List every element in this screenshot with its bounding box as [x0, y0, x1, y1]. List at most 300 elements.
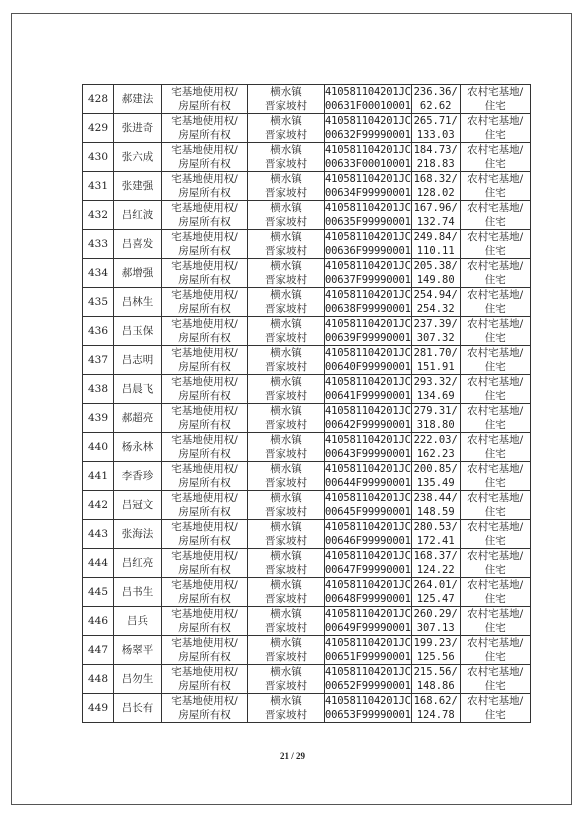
table-row	[83, 636, 531, 665]
cell-location-line: 横水镇	[270, 434, 302, 446]
cell-right-type-line: 房屋所有权	[178, 390, 231, 402]
table-row	[83, 143, 531, 172]
cell-parcel-code	[325, 259, 412, 288]
cell-area-line: 199.23/	[413, 637, 458, 649]
cell-area-line: 254.32	[416, 303, 455, 315]
cell-parcel-code-line: 00647F99990001	[325, 564, 411, 576]
cell-area-line: 62.62	[419, 100, 452, 112]
cell-location-line: 晋家坡村	[265, 709, 307, 721]
cell-parcel-code-line: 00649F99990001	[325, 622, 411, 634]
cell-land-use	[460, 143, 530, 172]
cell-right-type-line: 房屋所有权	[178, 680, 231, 692]
cell-owner-name: 吕兵	[114, 607, 162, 636]
cell-area-line: 318.80	[416, 419, 455, 431]
cell-area-line: 280.53/	[413, 521, 458, 533]
cell-owner-name: 张六成	[114, 143, 162, 172]
cell-number: 428	[83, 85, 114, 114]
cell-area-line: 168.37/	[413, 550, 458, 562]
cell-land-use	[460, 607, 530, 636]
cell-right-type-line: 房屋所有权	[178, 216, 231, 228]
cell-parcel-code-line: 410581104201JC	[325, 202, 411, 214]
cell-location-line: 晋家坡村	[265, 390, 307, 402]
cell-right-type-line: 宅基地使用权/	[171, 608, 238, 620]
cell-parcel-code-line: 410581104201JC	[325, 318, 411, 330]
cell-location	[248, 694, 325, 723]
cell-area-line: 133.03	[416, 129, 455, 141]
cell-parcel-code-line: 410581104201JC	[325, 86, 411, 98]
cell-parcel-code-line: 410581104201JC	[325, 492, 411, 504]
cell-owner-name: 吕红波	[114, 201, 162, 230]
cell-right-type	[162, 404, 248, 433]
cell-right-type-line: 宅基地使用权/	[171, 144, 238, 156]
cell-land-use	[460, 172, 530, 201]
cell-parcel-code-line: 410581104201JC	[325, 231, 411, 243]
cell-location	[248, 375, 325, 404]
cell-land-use-line: 住宅	[484, 419, 506, 431]
cell-location	[248, 114, 325, 143]
cell-location-line: 横水镇	[270, 405, 302, 417]
cell-owner-name: 郝超亮	[114, 404, 162, 433]
cell-owner-name: 吕喜发	[114, 230, 162, 259]
cell-right-type-line: 房屋所有权	[178, 129, 231, 141]
cell-location-line: 晋家坡村	[265, 593, 307, 605]
cell-parcel-code-line: 00638F99990001	[325, 303, 411, 315]
cell-area	[411, 85, 460, 114]
cell-area-line: 151.91	[416, 361, 455, 373]
cell-parcel-code-line: 410581104201JC	[325, 115, 411, 127]
cell-area-line: 260.29/	[413, 608, 458, 620]
cell-land-use	[460, 201, 530, 230]
cell-land-use	[460, 317, 530, 346]
cell-area-line: 249.84/	[413, 231, 458, 243]
cell-area-line: 172.41	[416, 535, 455, 547]
cell-area	[411, 172, 460, 201]
cell-parcel-code-line: 00639F99990001	[325, 332, 411, 344]
cell-location-line: 晋家坡村	[265, 361, 307, 373]
cell-right-type-line: 房屋所有权	[178, 158, 231, 170]
cell-owner-name: 杨翠平	[114, 636, 162, 665]
cell-parcel-code	[325, 201, 412, 230]
cell-location-line: 晋家坡村	[265, 274, 307, 286]
cell-area	[411, 520, 460, 549]
cell-parcel-code	[325, 607, 412, 636]
cell-parcel-code-line: 410581104201JC	[325, 405, 411, 417]
cell-land-use-line: 农村宅基地/	[467, 608, 524, 620]
table-row	[83, 317, 531, 346]
cell-location-line: 晋家坡村	[265, 448, 307, 460]
cell-right-type-line: 宅基地使用权/	[171, 173, 238, 185]
cell-location	[248, 346, 325, 375]
cell-land-use	[460, 375, 530, 404]
cell-location-line: 晋家坡村	[265, 332, 307, 344]
cell-right-type-line: 宅基地使用权/	[171, 318, 238, 330]
cell-location	[248, 317, 325, 346]
cell-area-line: 279.31/	[413, 405, 458, 417]
cell-area-line: 167.96/	[413, 202, 458, 214]
cell-owner-name: 吕晨飞	[114, 375, 162, 404]
cell-parcel-code-line: 00646F99990001	[325, 535, 411, 547]
cell-location	[248, 85, 325, 114]
cell-location-line: 晋家坡村	[265, 535, 307, 547]
cell-location-line: 横水镇	[270, 579, 302, 591]
cell-land-use-line: 住宅	[484, 245, 506, 257]
cell-right-type-line: 房屋所有权	[178, 332, 231, 344]
cell-area-line: 238.44/	[413, 492, 458, 504]
cell-right-type	[162, 317, 248, 346]
cell-area-line: 265.71/	[413, 115, 458, 127]
cell-parcel-code-line: 00652F99990001	[325, 680, 411, 692]
cell-right-type-line: 房屋所有权	[178, 245, 231, 257]
cell-owner-name: 杨永林	[114, 433, 162, 462]
cell-parcel-code	[325, 549, 412, 578]
cell-location-line: 横水镇	[270, 289, 302, 301]
cell-land-use-line: 农村宅基地/	[467, 202, 524, 214]
cell-land-use-line: 住宅	[484, 651, 506, 663]
cell-land-use-line: 农村宅基地/	[467, 550, 524, 562]
cell-location-line: 横水镇	[270, 202, 302, 214]
table-row	[83, 288, 531, 317]
cell-right-type-line: 房屋所有权	[178, 303, 231, 315]
cell-parcel-code	[325, 520, 412, 549]
cell-area	[411, 288, 460, 317]
cell-location-line: 晋家坡村	[265, 129, 307, 141]
table-row	[83, 694, 531, 723]
cell-number: 444	[83, 549, 114, 578]
cell-location-line: 横水镇	[270, 347, 302, 359]
cell-number: 441	[83, 462, 114, 491]
cell-area-line: 293.32/	[413, 376, 458, 388]
cell-owner-name: 吕林生	[114, 288, 162, 317]
cell-land-use-line: 农村宅基地/	[467, 86, 524, 98]
cell-location	[248, 607, 325, 636]
cell-area-line: 148.59	[416, 506, 455, 518]
table-row	[83, 230, 531, 259]
cell-land-use-line: 住宅	[484, 593, 506, 605]
cell-area	[411, 607, 460, 636]
cell-location-line: 晋家坡村	[265, 245, 307, 257]
table-row	[83, 665, 531, 694]
cell-owner-name: 吕冠文	[114, 491, 162, 520]
table-row	[83, 201, 531, 230]
cell-location-line: 晋家坡村	[265, 419, 307, 431]
cell-parcel-code-line: 410581104201JC	[325, 695, 411, 707]
cell-parcel-code-line: 410581104201JC	[325, 463, 411, 475]
cell-location-line: 横水镇	[270, 521, 302, 533]
cell-land-use	[460, 491, 530, 520]
cell-location-line: 横水镇	[270, 144, 302, 156]
cell-land-use	[460, 288, 530, 317]
cell-location-line: 晋家坡村	[265, 187, 307, 199]
page-number: 21 / 29	[279, 751, 305, 761]
cell-area-line: 264.01/	[413, 579, 458, 591]
cell-land-use-line: 农村宅基地/	[467, 115, 524, 127]
cell-location	[248, 462, 325, 491]
cell-land-use-line: 住宅	[484, 216, 506, 228]
cell-location-line: 横水镇	[270, 260, 302, 272]
cell-parcel-code	[325, 404, 412, 433]
cell-location-line: 横水镇	[270, 318, 302, 330]
cell-land-use-line: 农村宅基地/	[467, 637, 524, 649]
cell-location-line: 晋家坡村	[265, 303, 307, 315]
cell-right-type	[162, 491, 248, 520]
cell-parcel-code	[325, 462, 412, 491]
cell-land-use-line: 住宅	[484, 535, 506, 547]
cell-location-line: 横水镇	[270, 637, 302, 649]
cell-area	[411, 462, 460, 491]
cell-location-line: 横水镇	[270, 115, 302, 127]
cell-area	[411, 578, 460, 607]
cell-right-type-line: 房屋所有权	[178, 593, 231, 605]
cell-parcel-code-line: 00634F99990001	[325, 187, 411, 199]
cell-right-type	[162, 462, 248, 491]
cell-area-line: 125.47	[416, 593, 455, 605]
cell-owner-name: 吕志明	[114, 346, 162, 375]
cell-area-line: 215.56/	[413, 666, 458, 678]
table-row	[83, 404, 531, 433]
cell-number: 437	[83, 346, 114, 375]
cell-area-line: 110.11	[416, 245, 455, 257]
cell-area	[411, 665, 460, 694]
cell-area-line: 125.56	[416, 651, 455, 663]
cell-land-use	[460, 433, 530, 462]
cell-area	[411, 694, 460, 723]
cell-location-line: 晋家坡村	[265, 622, 307, 634]
cell-right-type-line: 房屋所有权	[178, 100, 231, 112]
cell-parcel-code	[325, 114, 412, 143]
cell-area	[411, 143, 460, 172]
cell-land-use-line: 住宅	[484, 477, 506, 489]
cell-area-line: 135.49	[416, 477, 455, 489]
cell-land-use	[460, 549, 530, 578]
cell-area-line: 132.74	[416, 216, 455, 228]
cell-location-line: 横水镇	[270, 173, 302, 185]
cell-location-line: 横水镇	[270, 463, 302, 475]
cell-parcel-code-line: 00653F99990001	[325, 709, 411, 721]
cell-area-line: 149.80	[416, 274, 455, 286]
cell-right-type-line: 宅基地使用权/	[171, 376, 238, 388]
cell-area-line: 184.73/	[413, 144, 458, 156]
cell-parcel-code-line: 410581104201JC	[325, 173, 411, 185]
cell-location	[248, 288, 325, 317]
cell-owner-name: 张建强	[114, 172, 162, 201]
cell-land-use-line: 住宅	[484, 332, 506, 344]
cell-number: 439	[83, 404, 114, 433]
cell-right-type	[162, 549, 248, 578]
cell-parcel-code	[325, 85, 412, 114]
cell-land-use-line: 住宅	[484, 622, 506, 634]
cell-number: 429	[83, 114, 114, 143]
cell-right-type	[162, 143, 248, 172]
cell-land-use-line: 农村宅基地/	[467, 318, 524, 330]
cell-land-use	[460, 578, 530, 607]
cell-land-use-line: 住宅	[484, 709, 506, 721]
cell-owner-name: 郝增强	[114, 259, 162, 288]
cell-area-line: 237.39/	[413, 318, 458, 330]
cell-land-use	[460, 346, 530, 375]
cell-right-type	[162, 172, 248, 201]
cell-location	[248, 520, 325, 549]
cell-owner-name: 吕书生	[114, 578, 162, 607]
cell-number: 446	[83, 607, 114, 636]
cell-number: 443	[83, 520, 114, 549]
cell-right-type	[162, 578, 248, 607]
cell-parcel-code-line: 410581104201JC	[325, 260, 411, 272]
cell-right-type-line: 房屋所有权	[178, 506, 231, 518]
cell-land-use	[460, 85, 530, 114]
cell-land-use-line: 住宅	[484, 274, 506, 286]
table-row	[83, 346, 531, 375]
cell-parcel-code	[325, 578, 412, 607]
cell-area	[411, 259, 460, 288]
cell-parcel-code-line: 410581104201JC	[325, 521, 411, 533]
cell-location-line: 横水镇	[270, 550, 302, 562]
cell-parcel-code-line: 410581104201JC	[325, 666, 411, 678]
cell-right-type-line: 房屋所有权	[178, 709, 231, 721]
cell-area	[411, 346, 460, 375]
table-row	[83, 114, 531, 143]
cell-land-use-line: 农村宅基地/	[467, 347, 524, 359]
cell-right-type-line: 宅基地使用权/	[171, 521, 238, 533]
table-row	[83, 607, 531, 636]
cell-area-line: 134.69	[416, 390, 455, 402]
cell-right-type-line: 宅基地使用权/	[171, 289, 238, 301]
cell-right-type-line: 房屋所有权	[178, 187, 231, 199]
cell-parcel-code-line: 410581104201JC	[325, 550, 411, 562]
cell-right-type-line: 房屋所有权	[178, 419, 231, 431]
cell-right-type-line: 房屋所有权	[178, 274, 231, 286]
cell-right-type-line: 宅基地使用权/	[171, 666, 238, 678]
cell-number: 448	[83, 665, 114, 694]
cell-right-type	[162, 114, 248, 143]
cell-location	[248, 404, 325, 433]
cell-parcel-code-line: 00631F00010001	[325, 100, 411, 112]
cell-right-type-line: 宅基地使用权/	[171, 202, 238, 214]
cell-right-type-line: 房屋所有权	[178, 535, 231, 547]
cell-area-line: 307.13	[416, 622, 455, 634]
cell-right-type-line: 宅基地使用权/	[171, 434, 238, 446]
cell-land-use	[460, 694, 530, 723]
cell-land-use-line: 住宅	[484, 564, 506, 576]
cell-land-use-line: 住宅	[484, 506, 506, 518]
cell-parcel-code-line: 410581104201JC	[325, 376, 411, 388]
cell-right-type	[162, 201, 248, 230]
cell-right-type	[162, 694, 248, 723]
cell-location-line: 横水镇	[270, 492, 302, 504]
cell-number: 442	[83, 491, 114, 520]
cell-right-type-line: 宅基地使用权/	[171, 695, 238, 707]
cell-parcel-code	[325, 433, 412, 462]
cell-land-use-line: 农村宅基地/	[467, 405, 524, 417]
table-row	[83, 375, 531, 404]
cell-right-type-line: 房屋所有权	[178, 448, 231, 460]
registry-table-body	[83, 85, 531, 723]
cell-land-use	[460, 636, 530, 665]
cell-right-type-line: 宅基地使用权/	[171, 637, 238, 649]
cell-land-use-line: 农村宅基地/	[467, 260, 524, 272]
cell-location-line: 横水镇	[270, 695, 302, 707]
cell-owner-name: 吕长有	[114, 694, 162, 723]
cell-area	[411, 201, 460, 230]
cell-parcel-code-line: 00632F99990001	[325, 129, 411, 141]
cell-location	[248, 433, 325, 462]
cell-parcel-code	[325, 346, 412, 375]
cell-land-use-line: 住宅	[484, 303, 506, 315]
cell-right-type	[162, 346, 248, 375]
cell-location	[248, 201, 325, 230]
cell-land-use-line: 农村宅基地/	[467, 434, 524, 446]
cell-right-type-line: 房屋所有权	[178, 361, 231, 373]
cell-parcel-code-line: 410581104201JC	[325, 637, 411, 649]
cell-area-line: 128.02	[416, 187, 455, 199]
cell-land-use-line: 住宅	[484, 187, 506, 199]
table-row	[83, 85, 531, 114]
cell-right-type	[162, 665, 248, 694]
cell-right-type	[162, 375, 248, 404]
cell-land-use-line: 农村宅基地/	[467, 173, 524, 185]
cell-right-type-line: 宅基地使用权/	[171, 405, 238, 417]
cell-area-line: 124.22	[416, 564, 455, 576]
cell-right-type	[162, 85, 248, 114]
cell-area-line: 148.86	[416, 680, 455, 692]
cell-location	[248, 665, 325, 694]
cell-area-line: 205.38/	[413, 260, 458, 272]
cell-location	[248, 578, 325, 607]
cell-number: 436	[83, 317, 114, 346]
cell-parcel-code-line: 00641F99990001	[325, 390, 411, 402]
cell-location	[248, 259, 325, 288]
cell-right-type	[162, 636, 248, 665]
cell-number: 435	[83, 288, 114, 317]
cell-location-line: 晋家坡村	[265, 100, 307, 112]
cell-location-line: 横水镇	[270, 666, 302, 678]
cell-number: 449	[83, 694, 114, 723]
cell-location	[248, 491, 325, 520]
cell-location-line: 晋家坡村	[265, 216, 307, 228]
cell-right-type-line: 宅基地使用权/	[171, 579, 238, 591]
cell-right-type-line: 宅基地使用权/	[171, 347, 238, 359]
cell-land-use	[460, 259, 530, 288]
cell-area	[411, 491, 460, 520]
cell-land-use	[460, 230, 530, 259]
cell-area	[411, 549, 460, 578]
cell-location-line: 晋家坡村	[265, 158, 307, 170]
cell-owner-name: 吕勿生	[114, 665, 162, 694]
cell-right-type-line: 房屋所有权	[178, 622, 231, 634]
cell-parcel-code-line: 00637F99990001	[325, 274, 411, 286]
cell-area-line: 254.94/	[413, 289, 458, 301]
cell-parcel-code-line: 00640F99990001	[325, 361, 411, 373]
cell-land-use	[460, 665, 530, 694]
table-row	[83, 549, 531, 578]
cell-land-use-line: 农村宅基地/	[467, 289, 524, 301]
cell-right-type	[162, 259, 248, 288]
cell-number: 447	[83, 636, 114, 665]
cell-location-line: 横水镇	[270, 86, 302, 98]
cell-parcel-code-line: 410581104201JC	[325, 289, 411, 301]
cell-owner-name: 张进奇	[114, 114, 162, 143]
cell-area	[411, 375, 460, 404]
cell-area	[411, 433, 460, 462]
cell-area-line: 168.62/	[413, 695, 458, 707]
table-row	[83, 433, 531, 462]
cell-right-type-line: 宅基地使用权/	[171, 550, 238, 562]
cell-location-line: 晋家坡村	[265, 506, 307, 518]
cell-parcel-code	[325, 375, 412, 404]
cell-owner-name: 吕红亮	[114, 549, 162, 578]
cell-right-type-line: 房屋所有权	[178, 477, 231, 489]
cell-land-use	[460, 404, 530, 433]
cell-right-type	[162, 230, 248, 259]
